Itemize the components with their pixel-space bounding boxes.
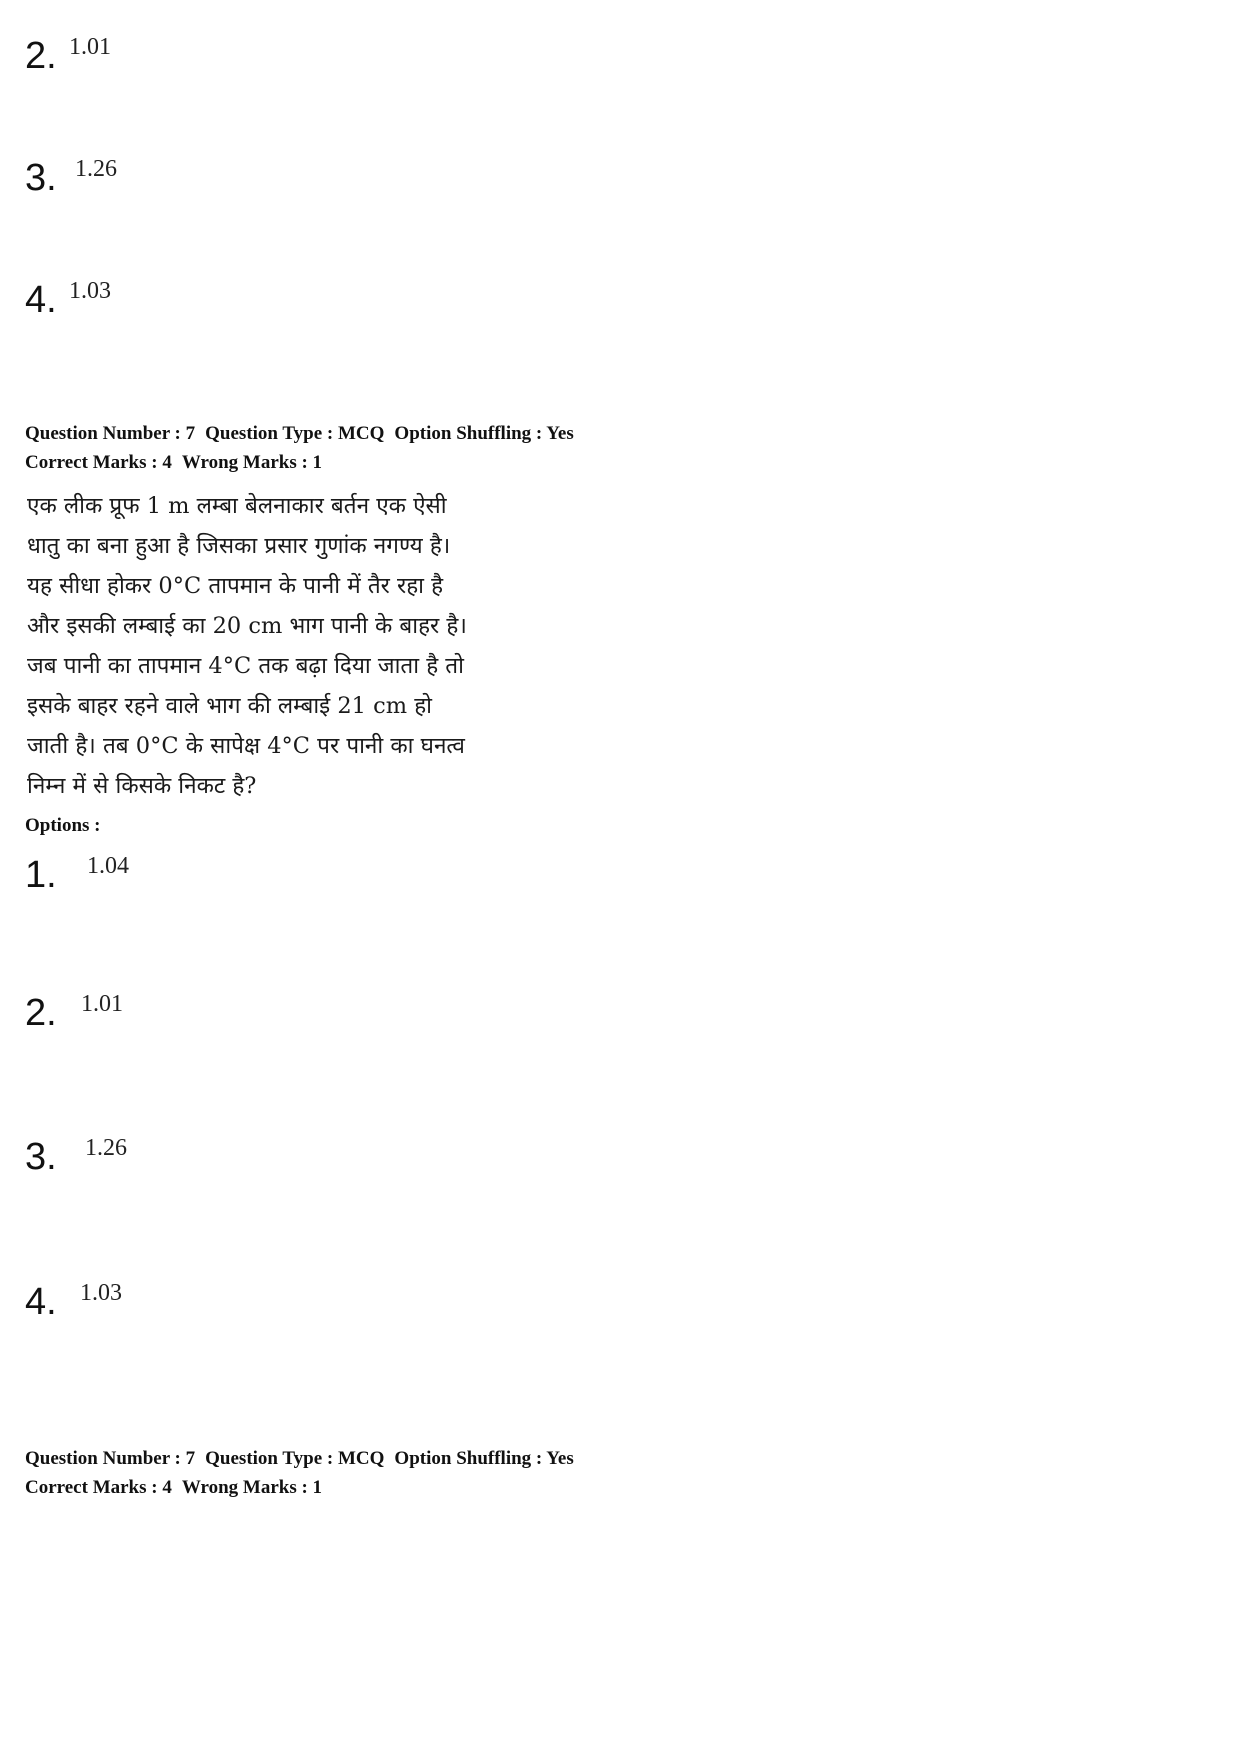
option-shuffling: Option Shuffling : Yes [394, 1448, 574, 1469]
option-number: 4. [25, 279, 57, 321]
option-value: 1.04 [87, 853, 129, 879]
question-line: जाती है। तब 0°C के सापेक्ष 4°C पर पानी का घनत्व [27, 733, 465, 759]
option-number: 3. [25, 1136, 57, 1178]
option-number: 4. [25, 1281, 57, 1323]
question-line: जब पानी का तापमान 4°C तक बढ़ा दिया जाता है तो [27, 653, 464, 679]
wrong-marks: Wrong Marks : 1 [181, 452, 323, 473]
options-label: Options : [25, 815, 101, 836]
question-number: Question Number : 7 [25, 423, 196, 444]
question-line: इसके बाहर रहने वाले भाग की लम्बाई 21 cm हो [27, 693, 433, 719]
option-number: 1. [25, 854, 57, 896]
question-type: Question Type : MCQ [205, 423, 385, 444]
option-number: 3. [25, 157, 57, 199]
question-line: एक लीक प्रूफ 1 m लम्बा बेलनाकार बर्तन एक ऐसी [27, 493, 447, 519]
correct-marks: Correct Marks : 4 [25, 452, 172, 473]
question-type: Question Type : MCQ [205, 1448, 385, 1469]
correct-marks: Correct Marks : 4 [25, 1477, 172, 1498]
option-value: 1.01 [81, 991, 123, 1017]
option-value: 1.03 [80, 1280, 122, 1306]
question-text [27, 486, 537, 806]
option-value: 1.26 [85, 1135, 127, 1161]
option-number: 2. [25, 35, 57, 77]
question-line: निम्न में से किसके निकट है? [27, 773, 257, 799]
next-marks-line [25, 1473, 332, 1502]
wrong-marks: Wrong Marks : 1 [181, 1477, 323, 1498]
option-value: 1.01 [69, 34, 111, 60]
option-number: 2. [25, 992, 57, 1034]
option-value: 1.03 [69, 278, 111, 304]
question-header [25, 419, 584, 448]
option-shuffling: Option Shuffling : Yes [394, 423, 574, 444]
question-line: और इसकी लम्बाई का 20 cm भाग पानी के बाहर है। [27, 613, 467, 639]
question-number: Question Number : 7 [25, 1448, 196, 1469]
question-line: धातु का बना हुआ है जिसका प्रसार गुणांक नगण्य है। [27, 533, 451, 559]
marks-line [25, 448, 332, 477]
question-line: यह सीधा होकर 0°C तापमान के पानी में तैर रहा है [27, 573, 444, 599]
next-question-header [25, 1444, 584, 1473]
option-value: 1.26 [75, 156, 117, 182]
